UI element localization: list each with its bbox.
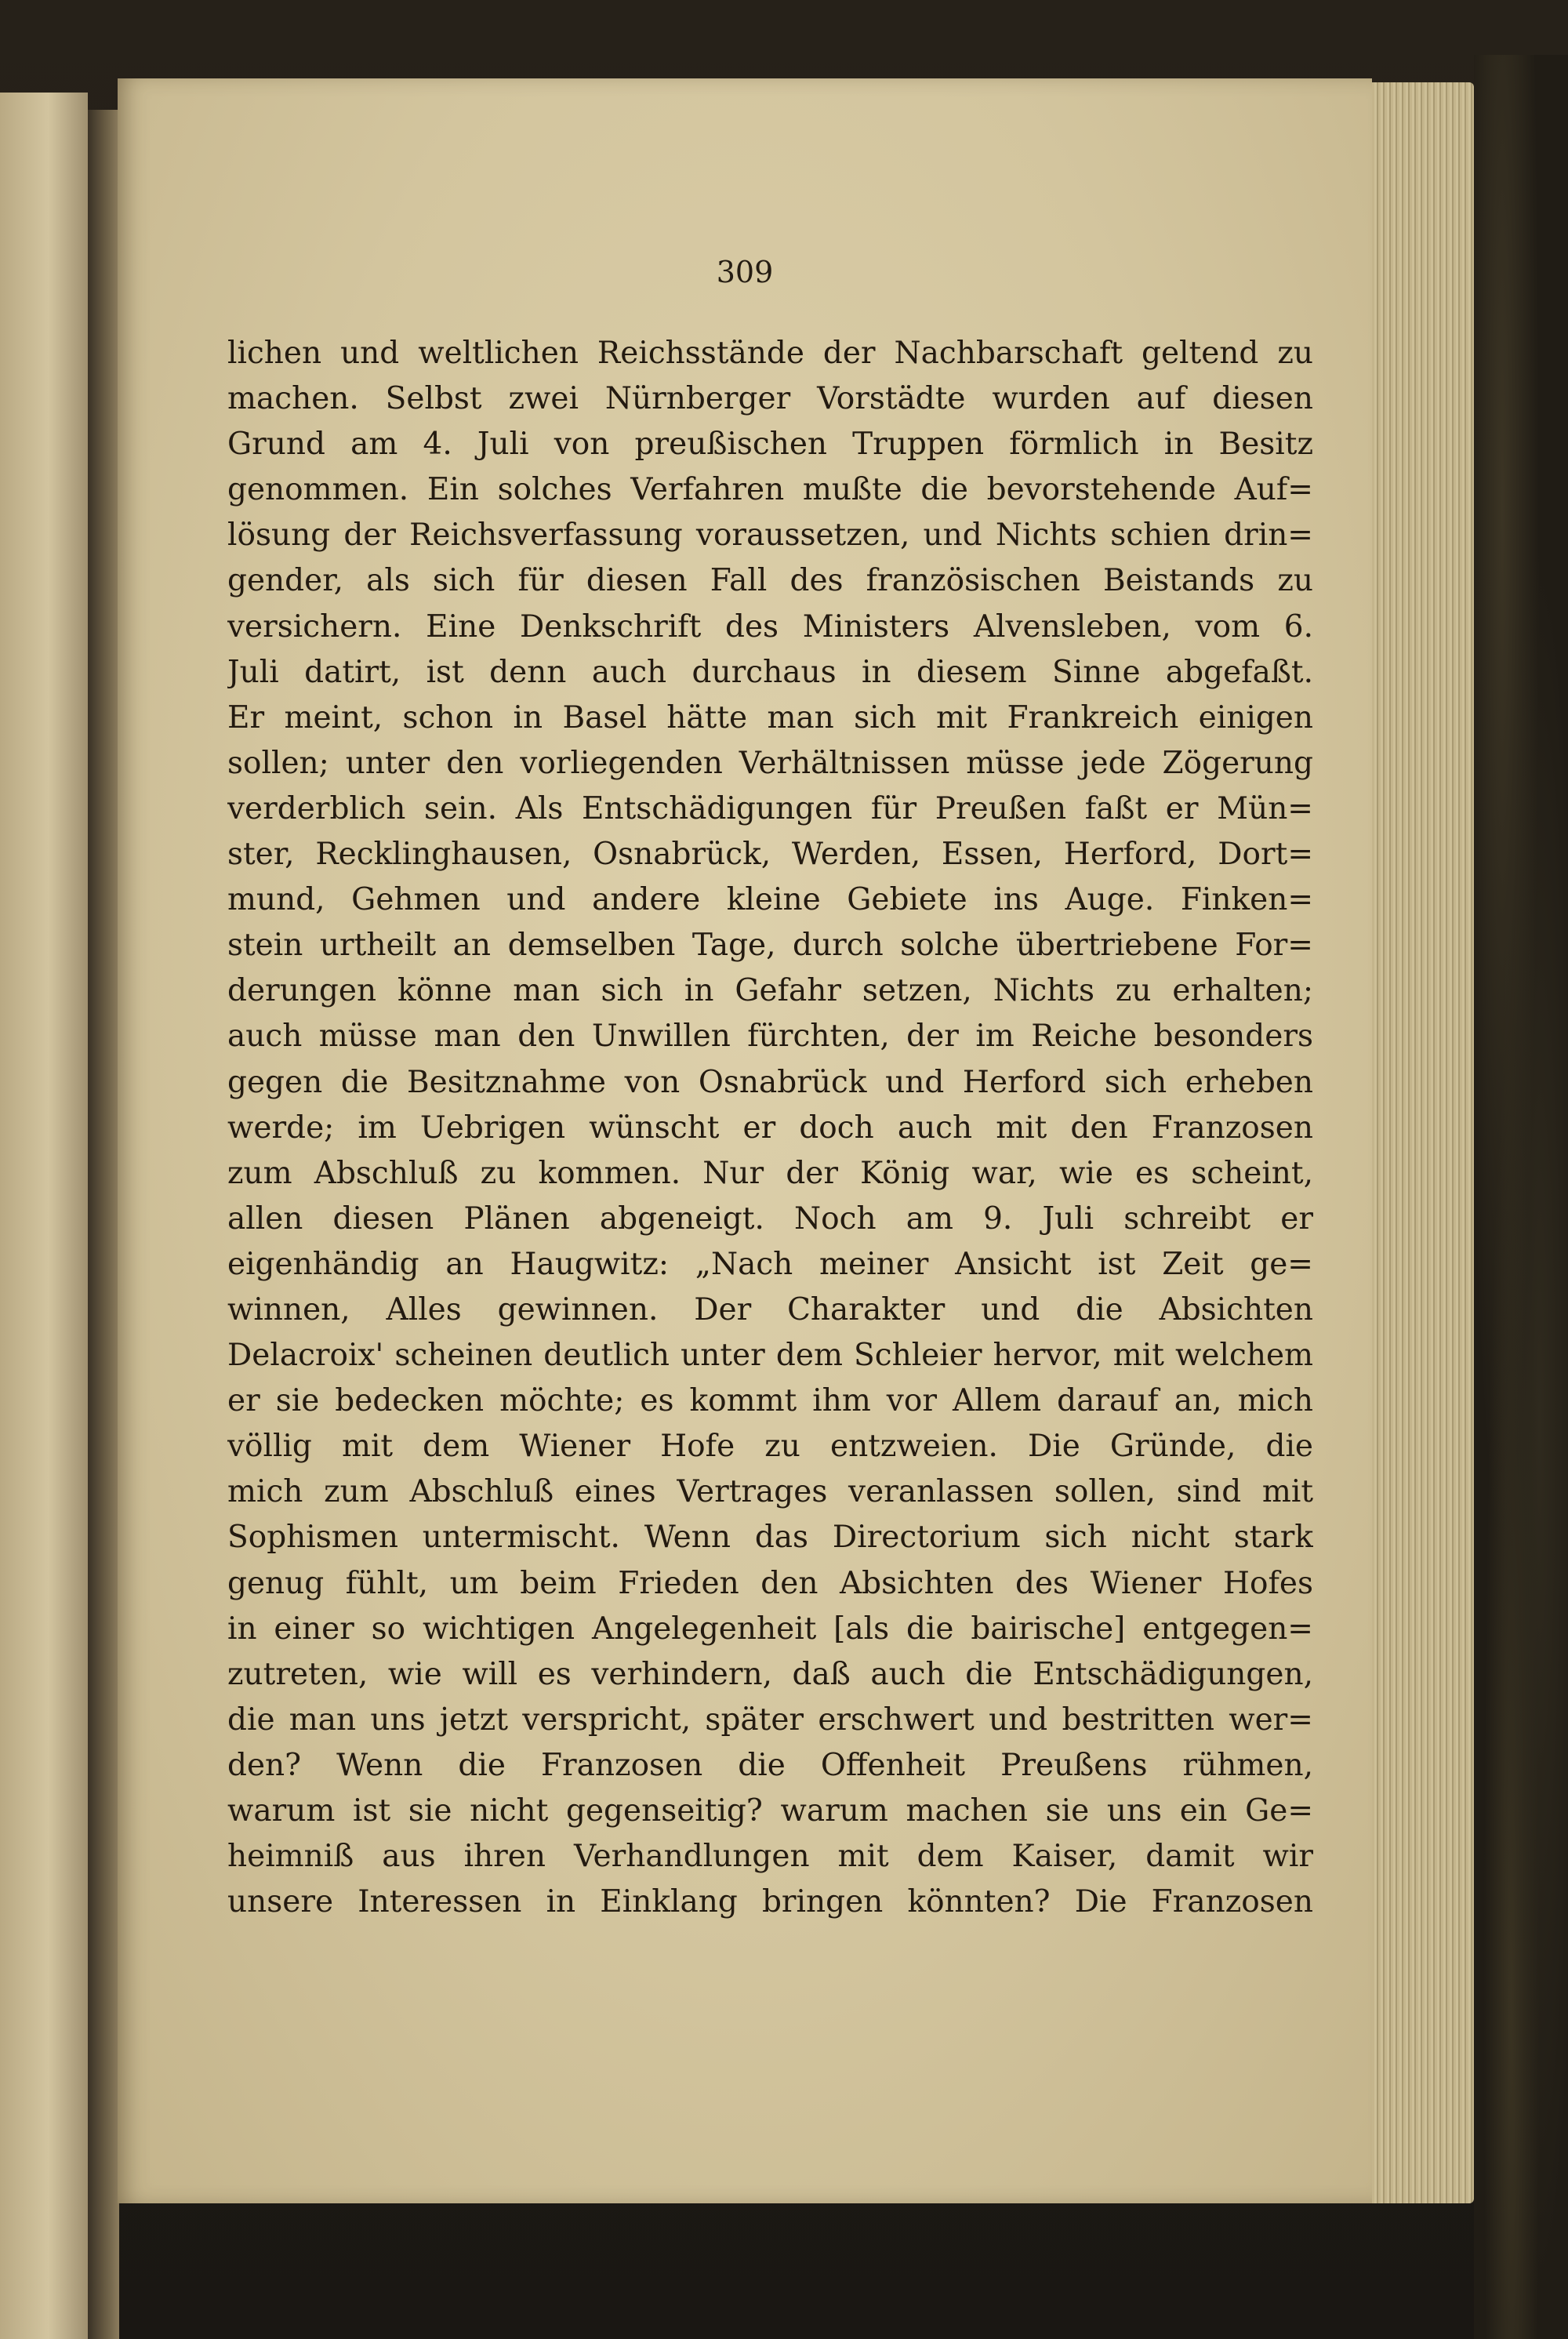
text-line: völlig mit dem Wiener Hofe zu entzweien. Die Gründe, die [227, 1429, 1313, 1465]
book-cover [1474, 55, 1568, 2339]
text-line: winnen, Alles gewinnen. Der Charakter und die Absichten [227, 1291, 1313, 1327]
text-line: lichen und weltlichen Reichsstände der Nachbarschaft geltend zu [227, 336, 1313, 371]
text-line: derungen könne man sich in Gefahr setzen, Nichts zu erhalten; [227, 973, 1313, 1009]
text-line: lösung der Reichsverfassung voraussetzen, und Nichts schien drin= [227, 518, 1313, 554]
text-line: heimniß aus ihren Verhandlungen mit dem Kaiser, damit wir [227, 1839, 1313, 1875]
text-line: versichern. Eine Denkschrift des Ministers Alvensleben, vom 6. [227, 608, 1313, 645]
text-line: er sie bedecken möchte; es kommt ihm vor Allem darauf an, mich [227, 1383, 1313, 1419]
book-gutter [88, 110, 119, 2339]
text-line: genommen. Ein solches Verfahren mußte die bevorstehende Auf= [227, 472, 1313, 508]
text-line: die man uns jetzt verspricht, später erschwert und bestritten wer= [227, 1702, 1313, 1738]
text-line: eigenhändig an Haugwitz: „Nach meiner Ansicht ist Zeit ge= [227, 1246, 1313, 1282]
text-line: Delacroix' scheinen deutlich unter dem Schleier hervor, mit welchem [227, 1338, 1313, 1374]
page-edges [1368, 82, 1474, 2203]
text-line: zum Abschluß zu kommen. Nur der König war, wie es scheint, [227, 1155, 1313, 1191]
book-page [118, 78, 1372, 2203]
text-line: genug fühlt, um beim Frieden den Absichten des Wiener Hofes [227, 1565, 1313, 1601]
text-line: warum ist sie nicht gegenseitig? warum machen sie uns ein Ge= [227, 1793, 1313, 1829]
text-line: unsere Interessen in Einklang bringen könnten? Die Franzosen [227, 1884, 1313, 1920]
text-line: den? Wenn die Franzosen die Offenheit Preußens rühmen, [227, 1747, 1313, 1783]
page-number: 309 [716, 255, 774, 289]
text-line: Juli datirt, ist denn auch durchaus in diesem Sinne abgefaßt. [227, 654, 1313, 690]
text-line: auch müsse man den Unwillen fürchten, der im Reiche besonders [227, 1019, 1313, 1055]
text-line: stein urtheilt an demselben Tage, durch solche übertriebene For= [227, 928, 1313, 964]
text-line: zutreten, wie will es verhindern, daß auch die Entschädigungen, [227, 1656, 1313, 1692]
text-line: machen. Selbst zwei Nürnberger Vorstädte wurden auf diesen [227, 381, 1313, 417]
text-line: werde; im Uebrigen wünscht er doch auch mit den Franzosen [227, 1110, 1313, 1146]
text-line: sollen; unter den vorliegenden Verhältnissen müsse jede Zögerung [227, 745, 1313, 781]
left-facing-page [0, 93, 88, 2339]
text-line: ster, Recklinghausen, Osnabrück, Werden, Essen, Herford, Dort= [227, 837, 1313, 873]
text-line: mund, Gehmen und andere kleine Gebiete ins Auge. Finken= [227, 882, 1313, 918]
text-line: Er meint, schon in Basel hätte man sich mit Frankreich einigen [227, 699, 1313, 735]
body-text [227, 331, 1313, 1925]
text-line: mich zum Abschluß eines Vertrages veranlassen sollen, sind mit [227, 1474, 1313, 1510]
text-line: in einer so wichtigen Angelegenheit [als die bairische] entgegen= [227, 1611, 1313, 1647]
text-line: gegen die Besitznahme von Osnabrück und Herford sich erheben [227, 1064, 1313, 1100]
text-line: verderblich sein. Als Entschädigungen für Preußen faßt er Mün= [227, 790, 1313, 826]
text-line: Grund am 4. Juli von preußischen Truppen förmlich in Besitz [227, 427, 1313, 463]
text-line: allen diesen Plänen abgeneigt. Noch am 9. Juli schreibt er [227, 1200, 1313, 1237]
text-line: gender, als sich für diesen Fall des französischen Beistands zu [227, 563, 1313, 599]
text-line: Sophismen untermischt. Wenn das Directorium sich nicht stark [227, 1520, 1313, 1556]
